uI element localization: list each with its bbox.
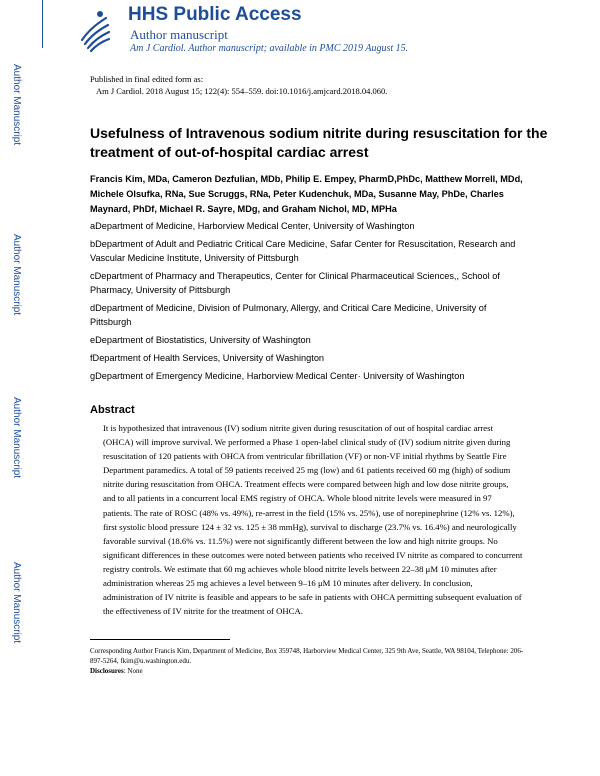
affiliation-c: cDepartment of Pharmacy and Therapeutics, Center for Clinical Pharmaceutical Sciences,, School of Pharmacy, University of Pittsburgh xyxy=(90,271,500,295)
footnote xyxy=(90,646,530,676)
affiliation-b: bDepartment of Adult and Pediatric Critical Care Medicine, Safar Center for Resuscitation, Research and Vascular Medicine Institute, University of Pittsburgh xyxy=(90,239,516,263)
paper-title: Usefulness of Intravenous sodium nitrite during resuscitation for the treatment of out-of-hospital cardiac arrest xyxy=(90,125,548,160)
header-divider xyxy=(42,0,43,48)
sidebar-label-4: Author Manuscript xyxy=(11,562,22,644)
header-title: HHS Public Access xyxy=(128,4,302,25)
affiliation-a: aDepartment of Medicine, Harborview Medical Center, University of Washington xyxy=(90,221,415,231)
disclosures-label: Disclosures xyxy=(90,667,124,675)
sidebar xyxy=(0,0,32,776)
affiliation-e: eDepartment of Biostatistics, University of Washington xyxy=(90,335,311,345)
published-citation: Am J Cardiol. 2018 August 15; 122(4): 554–559. doi:10.1016/j.amjcard.2018.04.060. xyxy=(96,86,388,96)
sidebar-label-2: Author Manuscript xyxy=(11,234,22,316)
disclosures xyxy=(90,666,530,676)
sidebar-label-3: Author Manuscript xyxy=(11,397,22,479)
hhs-eagle-icon xyxy=(76,6,112,54)
affiliation-list xyxy=(90,219,530,387)
affiliation-f: fDepartment of Health Services, University of Washington xyxy=(90,353,325,363)
author-list: Francis Kim, MDa, Cameron Dezfulian, MDb, Philip E. Empey, PharmD,PhDc, Matthew Morrell, MDd, Michele Olsufka, RNa, Sue Scruggs, RNa, Peter Kudenchuk, MDa, Susanne May, PhDe, Charles Maynard, PhDf, Michael R. Sayre, MDg, and Graham Nichol, MD, MPHa xyxy=(90,174,523,214)
footnote-divider xyxy=(90,639,230,640)
abstract-heading: Abstract xyxy=(90,404,135,416)
disclosures-value: : None xyxy=(123,667,143,675)
published-label: Published in final edited form as: xyxy=(90,74,204,84)
affiliation-d: dDepartment of Medicine, Division of Pulmonary, Allergy, and Critical Care Medicine, University of Pittsburgh xyxy=(90,303,487,327)
header-subtitle: Author manuscript xyxy=(130,27,228,42)
affiliation-g: gDepartment of Emergency Medicine, Harborview Medical Center· University of Washington xyxy=(90,371,465,381)
header-citation: Am J Cardiol. Author manuscript; available in PMC 2019 August 15. xyxy=(130,43,409,54)
sidebar-label-1: Author Manuscript xyxy=(11,64,22,146)
corresponding-author: Corresponding Author Francis Kim, Department of Medicine, Box 359748, Harborview Medical Center, 325 9th Ave, Seattle, WA 98104, Telephone: 206-897-5264, fkim@u.washington.edu. xyxy=(90,647,524,665)
abstract-text: It is hypothesized that intravenous (IV) sodium nitrite given during resuscitation of out of hospital cardiac arrest (OHCA) will improve survival. We performed a Phase 1 open-label clinical study of (IV) sodium nitrite given during resuscitation of 120 patients with OHCA from ventricular fibrillation (VF) or non-VF initial rhythms by Seattle Fire Department paramedics. A total of 59 patients received 25 mg (low) and 61 patients received 60 mg (high) of sodium nitrite during resuscitation from OHCA. Treatment effects were compared between high and low dose nitrite groups, and to all patients in a concurrent local EMS registry of OHCA. Whole blood nitrite levels were measured in 97 patients. The rate of ROSC (48% vs. 49%), re-arrest in the field (15% vs. 25%), use of norepinephrine (12% vs. 12%), first systolic blood pressure 124 ± 32 vs. 125 ± 38 mmHg), survival to discharge (23.7% vs. 16.4%) and neurologically favorable survival (18.6% vs. 11.5%) were not significantly different between the low and high nitrite groups. No significant differences in these outcomes were noted between patients who received IV nitrite as compared to concurrent registry controls. We estimate that 60 mg achieves whole blood nitrite levels between 22–38 μM 10 minutes after administration whereas 25 mg achieves a level between 9–16 μM 10 minutes after delivery. In conclusion, administration of IV nitrite is feasible and appears to be safe in patients with OHCA permitting subsequent evaluation of the effectiveness of IV nitrite for the treatment of OHCA. xyxy=(103,423,523,617)
